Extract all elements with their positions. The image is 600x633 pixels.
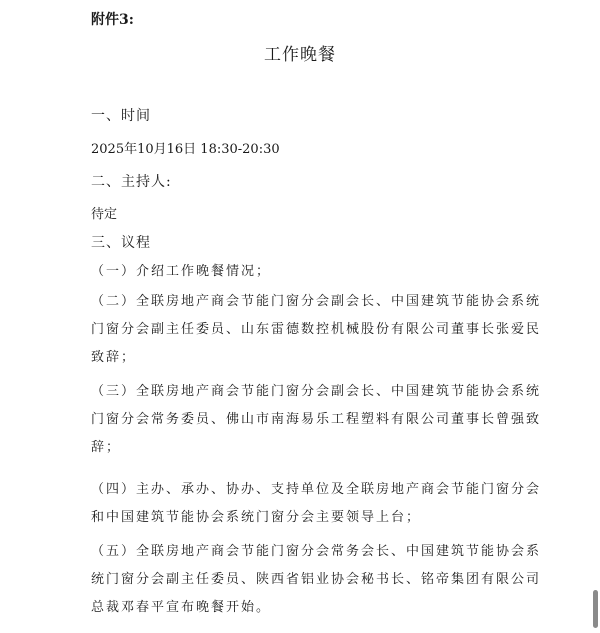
vertical-scrollbar[interactable] <box>593 590 598 628</box>
agenda-item-1 <box>91 258 521 286</box>
agenda-item-5 <box>91 538 542 622</box>
agenda-item-line: （二）全联房地产商会节能门窗分会副会长、中国建筑节能协会系统 <box>91 294 542 309</box>
agenda-item-3 <box>91 378 542 462</box>
agenda-item-line: （三）全联房地产商会节能门窗分会副会长、中国建筑节能协会系统 <box>91 384 542 399</box>
document-title: 工作晚餐 <box>264 45 336 65</box>
agenda-item-2 <box>91 288 542 372</box>
section-time-heading: 一、时间 <box>91 108 151 124</box>
agenda-item-line: 门窗分会常务委员、佛山市南海易乐工程塑料有限公司董事长曾强致 <box>91 412 542 427</box>
agenda-item-line: 和中国建筑节能协会系统门窗分会主要领导上台； <box>91 510 422 525</box>
section-host-content: 待定 <box>91 207 118 222</box>
agenda-item-line: 辞； <box>91 440 122 455</box>
section-host-heading: 二、主持人: <box>91 174 172 190</box>
section-agenda-heading: 三、议程 <box>91 235 151 251</box>
agenda-item-line: （五）全联房地产商会节能门窗分会常务会长、中国建筑节能协会系 <box>91 544 542 559</box>
agenda-item-line: 致辞； <box>91 350 137 365</box>
agenda-item-line: 总裁邓春平宣布晚餐开始。 <box>91 600 272 615</box>
section-time-content: 2025年10月16日 18:30-20:30 <box>91 142 280 157</box>
agenda-item-line: （四）主办、承办、协办、支持单位及全联房地产商会节能门窗分会 <box>91 482 542 497</box>
attachment-label: 附件3: <box>91 12 134 28</box>
agenda-item-line: 统门窗分会副主任委员、陕西省铝业协会秘书长、铭帝集团有限公司 <box>91 572 542 587</box>
agenda-item-line: 门窗分会副主任委员、山东雷德数控机械股份有限公司董事长张爱民 <box>91 322 542 337</box>
agenda-item-line: （一）介绍工作晚餐情况； <box>91 264 272 279</box>
agenda-item-4 <box>91 476 542 532</box>
